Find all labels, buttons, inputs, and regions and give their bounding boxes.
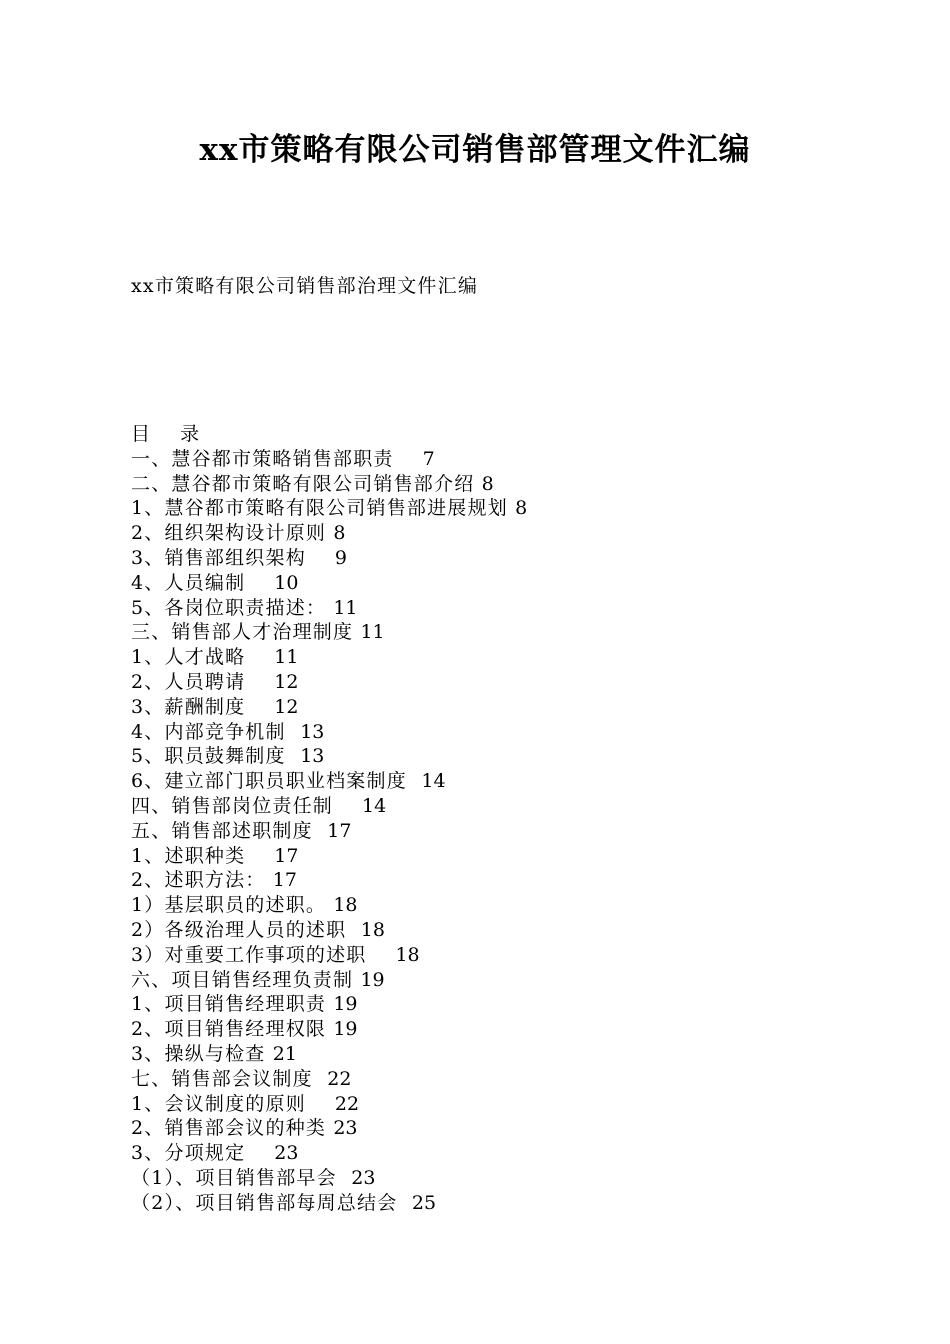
toc-entry: [131, 794, 831, 819]
toc-entry-page-number: 19: [333, 1018, 358, 1041]
toc-entry-title: （1）、项目销售部早会: [131, 1166, 337, 1189]
toc-entry: [131, 1166, 831, 1191]
document-title: xx市策略有限公司销售部管理文件汇编: [199, 132, 751, 168]
toc-entry: [131, 868, 831, 893]
toc-entry-title: 五、销售部述职制度: [131, 819, 313, 842]
table-of-contents: [131, 422, 831, 1216]
toc-entry-title: 3、薪酬制度: [131, 695, 246, 718]
toc-entry-title: 1、述职种类: [131, 844, 246, 867]
toc-entry-title: 一、慧谷都市策略销售部职责: [131, 447, 394, 470]
toc-entry: [131, 1042, 831, 1067]
toc-list: [131, 447, 831, 1216]
toc-heading: 目 录: [131, 423, 201, 445]
toc-entry-page-number: 18: [360, 918, 385, 941]
toc-entry: [131, 695, 831, 720]
toc-entry-gap: [394, 448, 423, 470]
toc-entry-page-number: 8: [481, 472, 494, 495]
toc-entry-page-number: 19: [360, 968, 385, 991]
toc-entry-gap: [266, 869, 273, 891]
toc-entry-page-number: 13: [300, 720, 325, 743]
toc-entry-page-number: 17: [272, 869, 297, 892]
toc-entry-title: 2、述职方法：: [131, 869, 266, 892]
toc-entry-page-number: 22: [327, 1067, 352, 1090]
toc-entry-gap: [333, 795, 362, 817]
toc-entry-gap: [407, 770, 421, 792]
toc-entry: [131, 496, 831, 521]
toc-entry-page-number: 14: [361, 794, 387, 817]
toc-entry-page-number: 23: [351, 1166, 376, 1189]
toc-entry-page-number: 8: [333, 522, 346, 545]
toc-entry-title: 2、销售部会议的种类: [131, 1117, 327, 1140]
toc-entry-title: 四、销售部岗位责任制: [131, 794, 334, 817]
toc-entry-gap: [313, 1068, 327, 1090]
toc-entry-gap: [286, 745, 300, 767]
toc-entry: [131, 744, 831, 769]
toc-entry: [131, 1116, 831, 1141]
toc-entry: [131, 571, 831, 596]
toc-entry-gap: [367, 944, 396, 966]
toc-entry-gap: [313, 820, 327, 842]
toc-entry: [131, 472, 831, 497]
toc-entry-gap: [245, 1142, 274, 1164]
toc-entry-gap: [346, 919, 360, 941]
toc-entry-page-number: 22: [334, 1092, 360, 1115]
toc-entry-gap: [245, 845, 274, 867]
toc-entry-page-number: 19: [333, 993, 358, 1016]
toc-entry-title: 3、销售部组织架构: [131, 546, 306, 569]
toc-entry: [131, 1191, 831, 1216]
toc-entry-title: 2）各级治理人员的述职: [131, 918, 347, 941]
toc-entry-gap: [266, 1043, 273, 1065]
toc-entry-title: 5、职员鼓舞制度: [131, 745, 286, 768]
toc-entry-title: 1）基层职员的述职。: [131, 894, 327, 917]
toc-entry-gap: [245, 646, 274, 668]
toc-entry-title: 4、内部竞争机制: [131, 720, 286, 743]
toc-entry-title: （2）、项目销售部每周总结会: [131, 1191, 398, 1214]
toc-entry: [131, 844, 831, 869]
toc-entry: [131, 769, 831, 794]
toc-entry-page-number: 23: [333, 1117, 358, 1140]
toc-entry-title: 1、慧谷都市策略有限公司销售部进展规划: [131, 497, 508, 520]
toc-entry-title: 2、人员聘请: [131, 670, 246, 693]
toc-entry-page-number: 9: [334, 546, 347, 569]
toc-entry-gap: [474, 473, 481, 495]
toc-entry-page-number: 13: [300, 745, 325, 768]
toc-entry-page-number: 11: [333, 596, 358, 619]
toc-entry-title: 1、项目销售经理职责: [131, 993, 327, 1016]
toc-entry-page-number: 17: [274, 844, 299, 867]
toc-entry-page-number: 7: [422, 447, 435, 470]
toc-entry-title: 3）对重要工作事项的述职: [131, 943, 367, 966]
toc-entry-gap: [306, 1093, 335, 1115]
toc-entry: [131, 918, 831, 943]
toc-entry: [131, 645, 831, 670]
toc-entry-gap: [245, 671, 274, 693]
toc-entry-title: 2、组织架构设计原则: [131, 522, 327, 545]
toc-entry-title: 3、操纵与检查: [131, 1042, 266, 1065]
toc-entry-page-number: 23: [274, 1142, 299, 1165]
toc-entry: [131, 1017, 831, 1042]
toc-entry: [131, 720, 831, 745]
toc-entry-title: 六、项目销售经理负责制: [131, 968, 354, 991]
toc-entry-title: 1、人才战略: [131, 646, 246, 669]
toc-entry-page-number: 18: [333, 894, 358, 917]
toc-entry-title: 1、会议制度的原则: [131, 1092, 306, 1115]
toc-entry-page-number: 10: [274, 571, 299, 594]
toc-entry-gap: [245, 696, 274, 718]
toc-entry-page-number: 8: [515, 497, 528, 520]
toc-entry-page-number: 12: [274, 695, 299, 718]
toc-entry-page-number: 21: [272, 1042, 297, 1065]
toc-entry-page-number: 12: [274, 670, 299, 693]
toc-entry-title: 5、各岗位职责描述：: [131, 596, 327, 619]
toc-entry: [131, 670, 831, 695]
toc-entry: [131, 546, 831, 571]
toc-entry: [131, 893, 831, 918]
toc-entry-gap: [286, 721, 300, 743]
toc-entry-page-number: 11: [360, 621, 385, 644]
toc-entry: [131, 943, 831, 968]
document-subtitle: xx市策略有限公司销售部治理文件汇编: [131, 275, 479, 297]
toc-entry-page-number: 18: [395, 943, 420, 966]
toc-entry-page-number: 11: [274, 646, 299, 669]
toc-entry: [131, 596, 831, 621]
toc-entry: [131, 968, 831, 993]
toc-entry: [131, 521, 831, 546]
toc-entry-gap: [337, 1167, 351, 1189]
toc-entry: [131, 620, 831, 645]
toc-entry-title: 6、建立部门职员职业档案制度: [131, 770, 407, 793]
toc-entry-title: 七、销售部会议制度: [131, 1067, 313, 1090]
toc-entry-gap: [397, 1192, 411, 1214]
toc-entry-title: 3、分项规定: [131, 1142, 246, 1165]
toc-entry: [131, 819, 831, 844]
toc-entry-title: 2、项目销售经理权限: [131, 1018, 327, 1041]
toc-entry-title: 三、销售部人才治理制度: [131, 621, 354, 644]
toc-entry-title: 二、慧谷都市策略有限公司销售部介绍: [131, 472, 475, 495]
toc-entry: [131, 992, 831, 1017]
toc-entry-gap: [245, 572, 274, 594]
toc-entry-page-number: 14: [421, 770, 446, 793]
toc-entry-page-number: 17: [327, 819, 352, 842]
toc-entry-page-number: 25: [411, 1191, 437, 1214]
toc-entry: [131, 1141, 831, 1166]
toc-entry-title: 4、人员编制: [131, 571, 246, 594]
toc-entry: [131, 447, 831, 472]
toc-entry-gap: [306, 547, 335, 569]
toc-entry: [131, 1067, 831, 1092]
toc-entry: [131, 1092, 831, 1117]
